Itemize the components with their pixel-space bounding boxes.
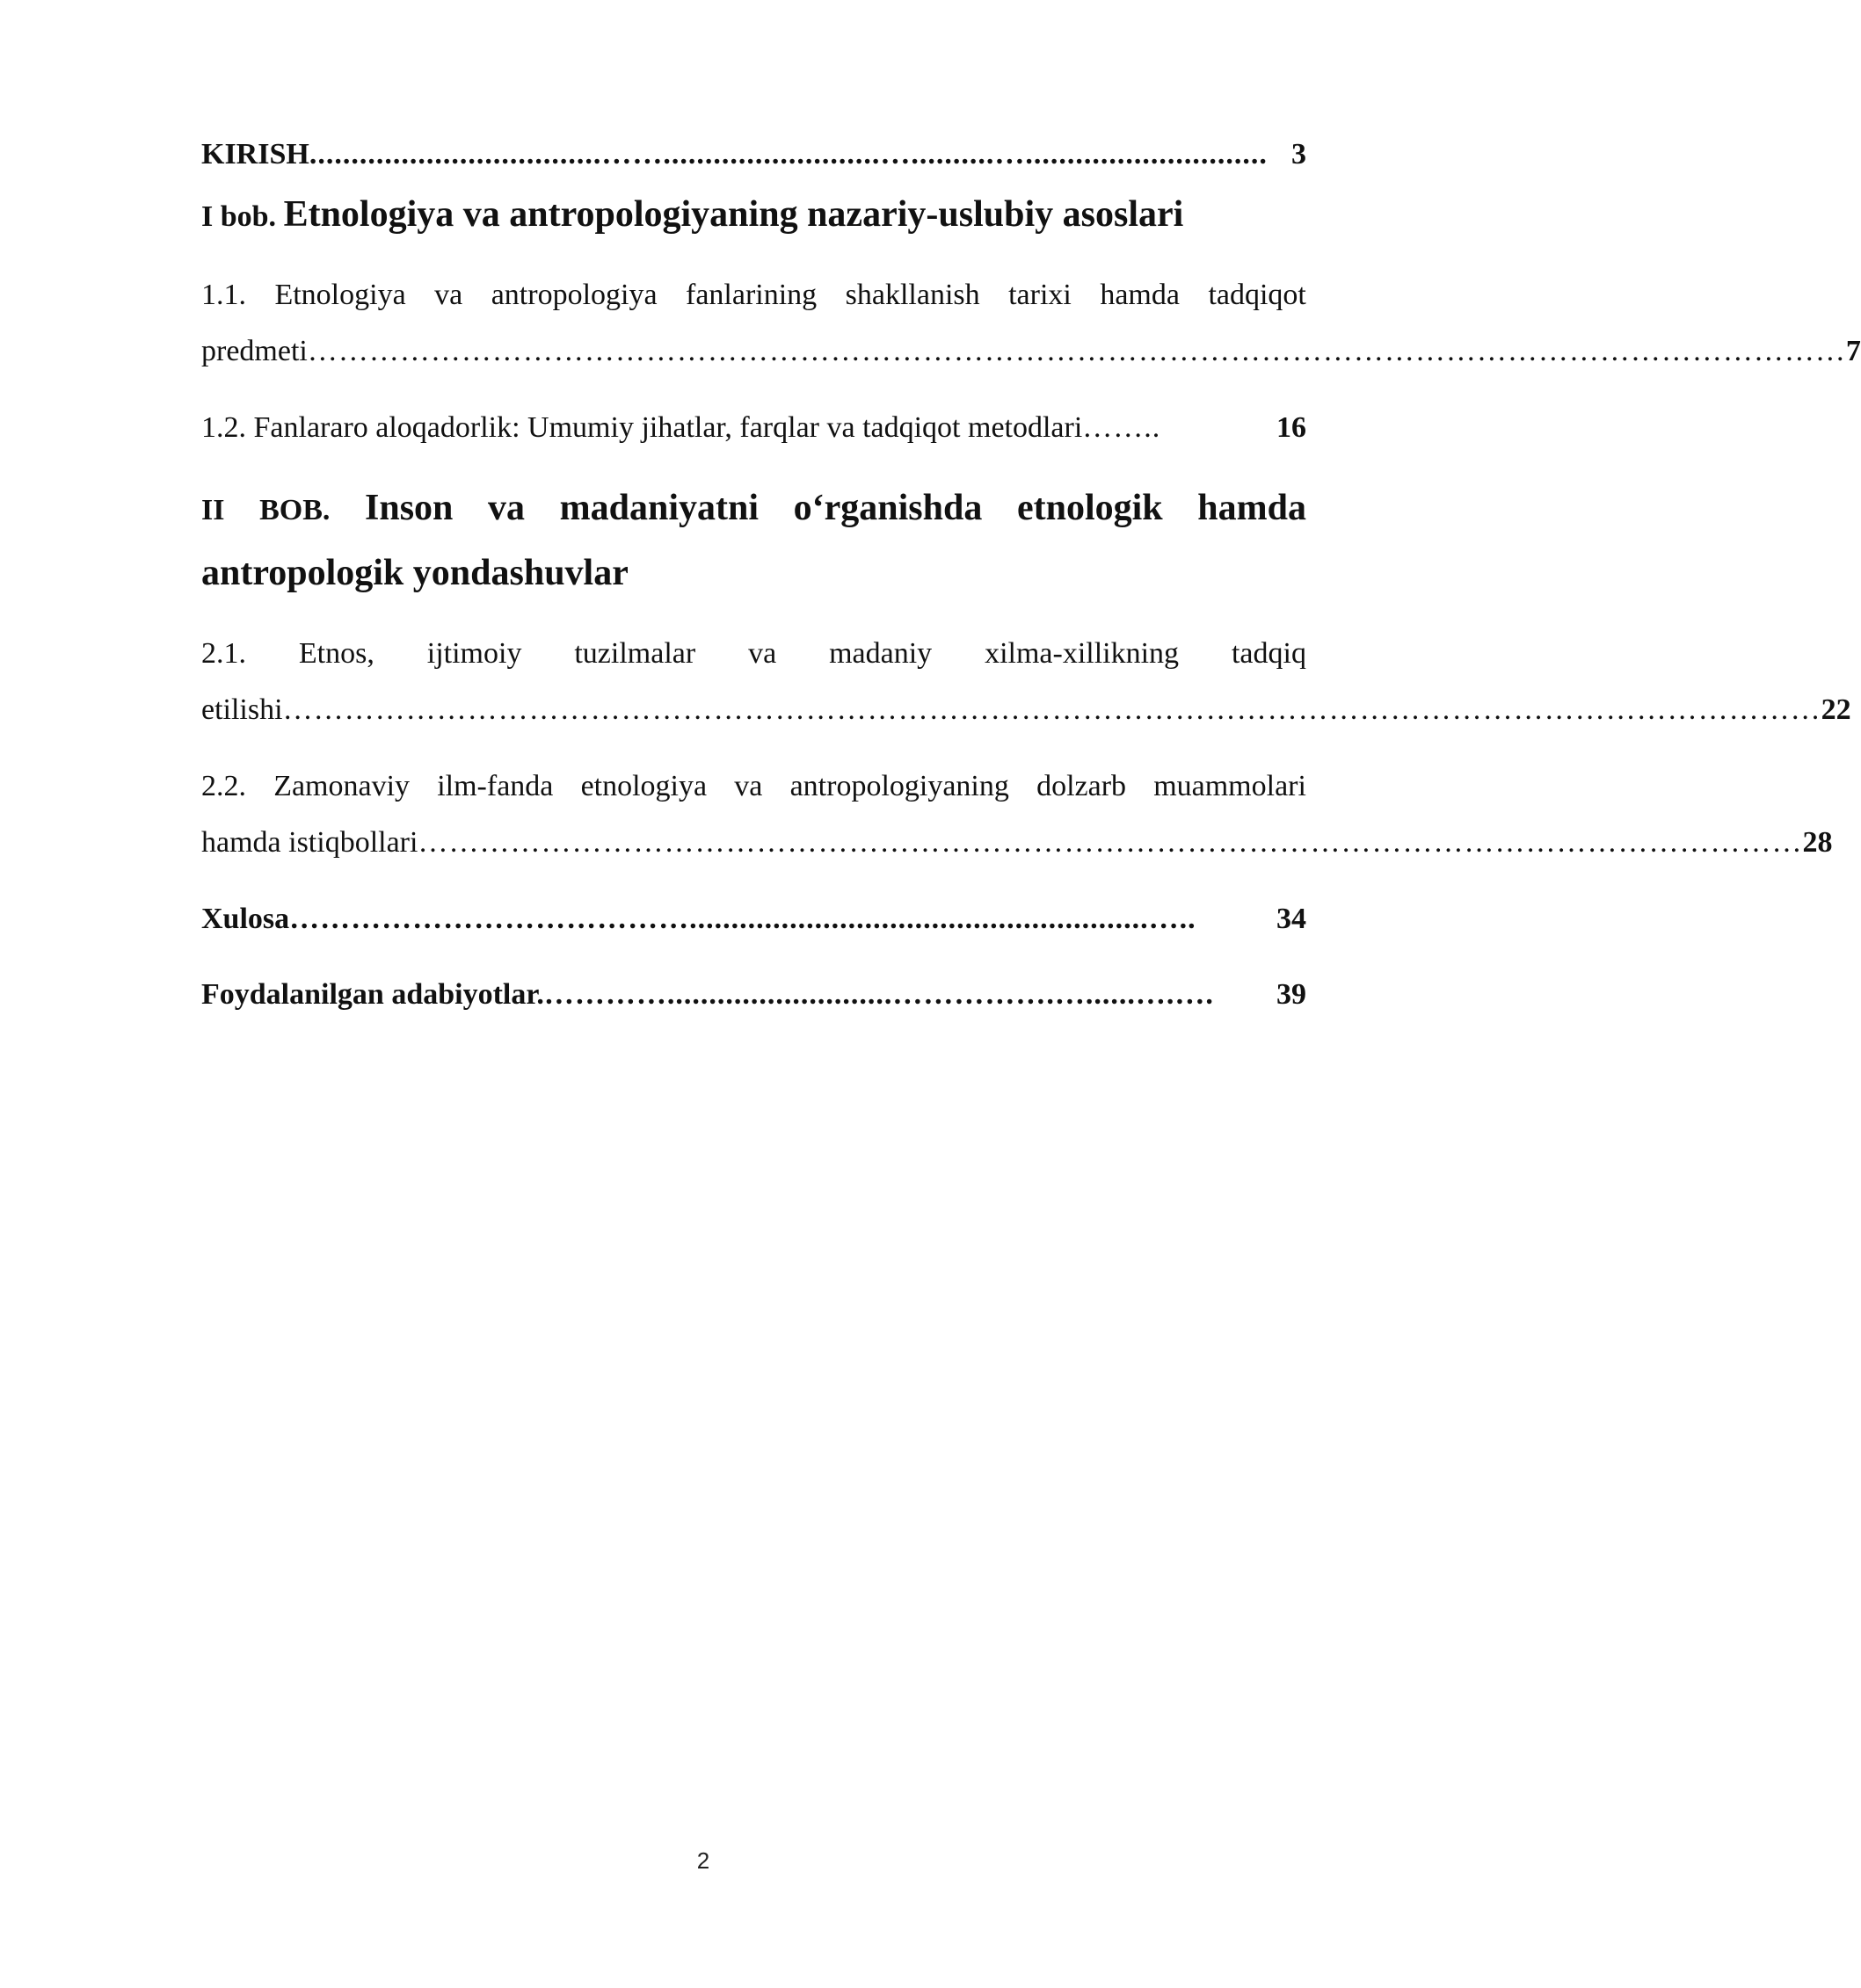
toc-word: va: [434, 279, 463, 311]
toc-entry-label: KIRISH: [201, 138, 309, 171]
toc-word: Zamonaviy: [273, 770, 411, 802]
toc-word: dolzarb: [1036, 770, 1127, 802]
toc-word: 1.1.: [201, 279, 246, 311]
toc-word: fanlarining: [686, 279, 818, 311]
toc-word: antropologiya: [491, 279, 658, 311]
toc-word: 2.1.: [201, 637, 246, 670]
toc-entry-label: Xulosa: [201, 903, 290, 935]
toc-page-number: 28: [1802, 826, 1833, 859]
toc-word: hamda: [1197, 488, 1306, 528]
toc-page-number: 16: [1276, 411, 1306, 444]
toc-word: Inson: [365, 488, 454, 528]
toc-word: xilma-xillikning: [985, 637, 1180, 670]
toc-word: hamda: [1100, 279, 1180, 311]
toc-leader-dots: ……………………………………………………………………………………………………………………………………: [282, 693, 1821, 726]
toc-entry-intro: [201, 137, 1306, 172]
toc-chapter-2-line2: [201, 548, 1306, 600]
toc-leader-dots: ………………………………………………………………………………………………………………………: [418, 826, 1803, 859]
toc-word: muammolari: [1153, 770, 1306, 802]
toc-word: etnologik: [1016, 488, 1163, 528]
toc-leader-dots: ...................................……..........................…..........….............................: [309, 138, 1268, 171]
toc-entry-label: predmeti: [201, 335, 308, 367]
toc-entry-2-1-line2: [201, 693, 1851, 728]
toc-word: Etnos,: [298, 637, 374, 670]
toc-word: va: [488, 488, 526, 528]
toc-chapter-1: [201, 192, 1306, 240]
toc-word: tarixi: [1008, 279, 1072, 311]
toc-entry-label: etilishi: [201, 693, 283, 726]
toc-page-number: 7: [1845, 335, 1861, 367]
toc-word: tadqiq: [1231, 637, 1306, 670]
toc-entry-label: Foydalanilgan adabiyotlar.: [201, 978, 544, 1011]
toc-word: antropologiyaning: [789, 770, 1009, 802]
toc-entry-2-2-line1: [201, 769, 1306, 804]
toc-entry-references: [201, 977, 1306, 1012]
toc-leader-dots: ……………………………………………………………………………………………………………………………………: [307, 335, 1846, 367]
toc-page-number: 22: [1821, 693, 1851, 726]
toc-word: tadqiqot: [1208, 279, 1306, 311]
toc-word: etnologiya: [580, 770, 708, 802]
toc-word: madaniy: [829, 637, 933, 670]
chapter-prefix: I bob.: [201, 200, 277, 233]
toc-leader-dots: ………………………………….......................................................…..: [289, 903, 1196, 935]
toc-leader-dots: …………...........................…………….…......….….: [543, 978, 1214, 1011]
page-number: 2: [696, 1847, 710, 1874]
chapter-title: antropologik yondashuvlar: [201, 553, 629, 593]
toc-entry-label: hamda istiqbollari: [201, 826, 418, 859]
toc-entry-2-1-line1: [201, 636, 1306, 671]
toc-word: shakllanish: [845, 279, 980, 311]
toc-entry-1-1-line1: [201, 278, 1306, 313]
toc-word: va: [734, 770, 763, 802]
toc-page-number: 34: [1276, 903, 1306, 935]
toc-word: Etnologiya: [274, 279, 406, 311]
toc-word: tuzilmalar: [574, 637, 696, 670]
toc-word: ilm-fanda: [437, 770, 554, 802]
toc-word: madaniyatni: [559, 488, 760, 528]
toc-word: ijtimoiy: [426, 637, 522, 670]
toc-leader-dots: ……..: [1082, 411, 1161, 444]
toc-word: 2.2.: [201, 770, 246, 802]
toc-page-number: 39: [1276, 978, 1306, 1011]
toc-entry-2-2-line2: [201, 825, 1833, 860]
toc-entry-1-2: [201, 410, 1306, 446]
toc-word: va: [748, 637, 777, 670]
toc-word: II: [201, 494, 225, 526]
toc-page-number: 3: [1291, 138, 1306, 171]
toc-word: BOB.: [259, 494, 331, 526]
chapter-title: Etnologiya va antropologiyaning nazariy-uslubiy asoslari: [283, 194, 1184, 235]
toc-entry-1-1-line2: [201, 334, 1861, 369]
toc-word: o‘rganishda: [793, 488, 983, 528]
toc-entry-conclusion: [201, 902, 1306, 937]
toc-chapter-2-line1: [201, 483, 1306, 535]
toc-entry-label: 1.2. Fanlararo aloqadorlik: Umumiy jihatlar, farqlar va tadqiqot metodlari: [201, 411, 1083, 444]
